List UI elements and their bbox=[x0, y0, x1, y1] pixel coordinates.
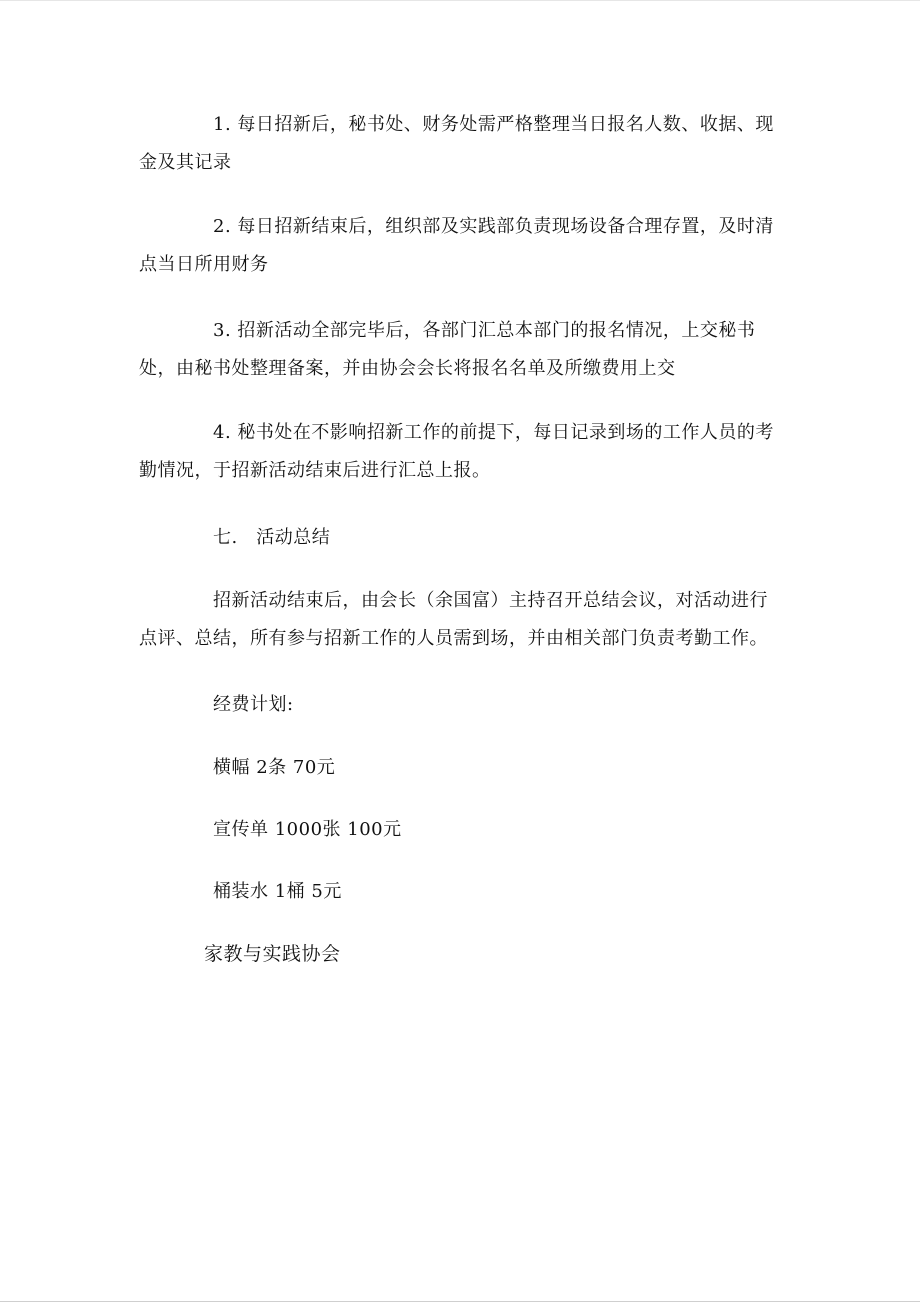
budget-line-banner: 横幅 2条 70元 bbox=[213, 757, 336, 778]
budget-line-flyer: 宣传单 1000张 100元 bbox=[213, 819, 402, 840]
summary-paragraph: 招新活动结束后，由会长（余国富）主持召开总结会议，对活动进行点评、总结，所有参与招新工作的人员需到场，并由相关部门负责考勤工作。 bbox=[139, 590, 768, 649]
budget-line-water: 桶装水 1桶 5元 bbox=[213, 881, 342, 902]
budget-label: 经费计划: bbox=[213, 694, 294, 715]
list-item-4: 4. 秘书处在不影响招新工作的前提下，每日记录到场的工作人员的考勤情况，于招新活动结束后进行汇总上报。 bbox=[139, 422, 774, 481]
section-heading: 七. 活动总结 bbox=[213, 527, 331, 548]
signature: 家教与实践协会 bbox=[204, 943, 341, 965]
list-item-1: 1. 每日招新后，秘书处、财务处需严格整理当日报名人数、收据、现金及其记录 bbox=[139, 114, 774, 173]
list-item-2: 2. 每日招新结束后，组织部及实践部负责现场设备合理存置，及时清点当日所用财务 bbox=[139, 216, 774, 275]
list-item-3: 3. 招新活动全部完毕后，各部门汇总本部门的报名情况，上交秘书处，由秘书处整理备案，并由协会会长将报名名单及所缴费用上交 bbox=[139, 320, 756, 379]
